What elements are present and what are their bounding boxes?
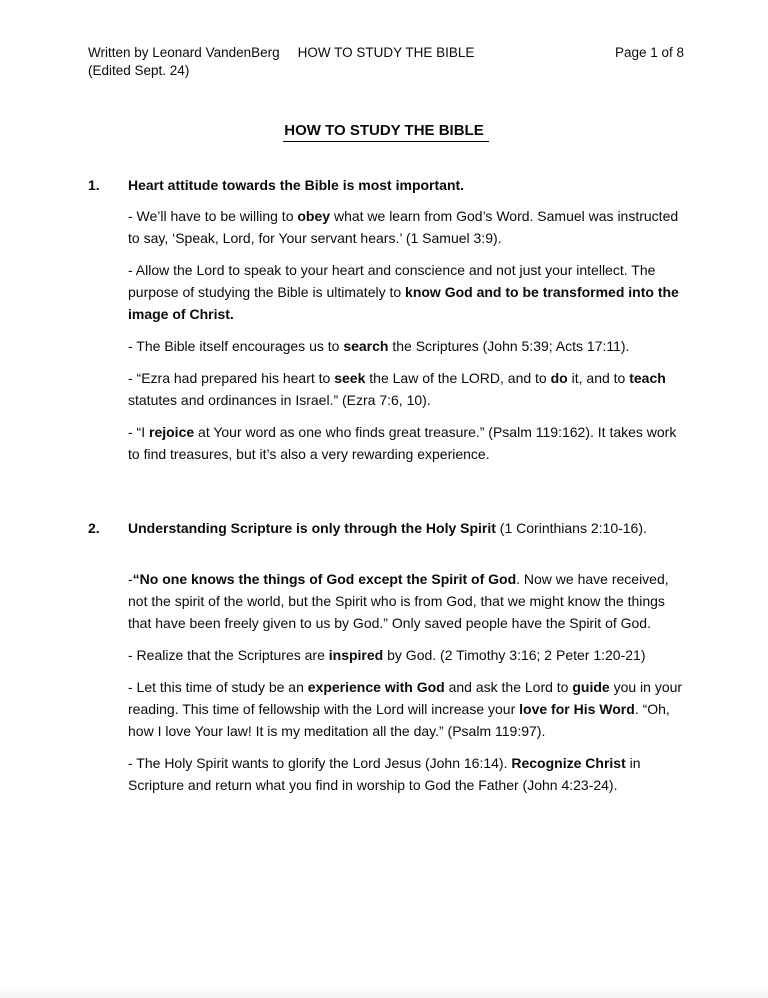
text-run: at Your word as one who finds great treasure.” (Psalm 119:162). It takes work to find treasures, but it’s also a very rewarding experience. xyxy=(128,424,677,462)
section-heading xyxy=(128,174,684,196)
text-run: - The Holy Spirit wants to glorify the Lord Jesus (John 16:14). xyxy=(128,755,512,771)
page-bottom-edge xyxy=(0,988,768,998)
paragraph xyxy=(128,367,684,411)
header-author-block xyxy=(88,44,298,80)
text-run: in Scripture and return what you find in worship to God the Father (John 4:23-24). xyxy=(128,755,641,793)
text-run: what we learn from God’s Word. Samuel was instructed to say, ‘Speak, Lord, for Your servant hears.’ (1 Samuel 3:9). xyxy=(128,208,679,246)
bold-text-run: experience with God xyxy=(307,679,445,695)
header-page-number: Page 1 of 8 xyxy=(614,45,684,60)
text-run: you in your reading. This time of fellowship with the Lord will increase your xyxy=(128,679,683,717)
paragraph xyxy=(128,676,684,742)
section-content xyxy=(128,517,684,796)
document-title xyxy=(88,121,684,142)
bold-text-run: love for His Word xyxy=(519,701,635,717)
bold-text-run: Heart attitude towards the Bible is most important. xyxy=(128,177,465,193)
paragraph xyxy=(128,421,684,465)
paragraph xyxy=(128,335,684,357)
section-number: 1. xyxy=(88,177,100,193)
bold-text-run: Recognize Christ xyxy=(511,755,626,771)
text-run: - Let this time of study be an xyxy=(128,679,308,695)
text-run: by God. (2 Timothy 3:16; 2 Peter 1:20-21) xyxy=(383,647,646,663)
section-1 xyxy=(88,174,684,465)
text-run: the Law of the LORD, and to xyxy=(365,370,551,386)
section-2 xyxy=(88,517,684,796)
section-content xyxy=(128,174,684,465)
text-run: and ask the Lord to xyxy=(444,679,573,695)
bold-text-run: rejoice xyxy=(149,424,195,440)
text-run: - xyxy=(128,571,133,587)
paragraph xyxy=(128,644,684,666)
section-number: 2. xyxy=(88,520,100,536)
text-run: statutes and ordinances in Israel.” (Ezra 7:6, 10). xyxy=(128,392,431,408)
text-run: the Scriptures (John 5:39; Acts 17:11). xyxy=(388,338,630,354)
document-title-text: HOW TO STUDY THE BIBLE xyxy=(283,121,488,142)
header-author-line: Written by Leonard VandenBerg xyxy=(88,45,280,60)
paragraph xyxy=(128,205,684,249)
text-run: - We’ll have to be willing to xyxy=(128,208,298,224)
text-run: . Now we have received, not the spirit of the world, but the Spirit who is from God, that we might know the things that have been freely given to us by God.” Only saved people have the Spirit of God. xyxy=(128,571,669,631)
bold-text-run: “No one knows the things of God except the Spirit of God xyxy=(132,571,517,587)
bold-text-run: Understanding Scripture is only through the Holy Spirit xyxy=(128,520,496,536)
text-run: - Realize that the Scriptures are xyxy=(128,647,329,663)
page-header xyxy=(88,44,684,80)
paragraph xyxy=(128,259,684,325)
section-heading xyxy=(128,517,684,539)
bold-text-run: do xyxy=(550,370,568,386)
bold-text-run: guide xyxy=(572,679,610,695)
header-running-title: HOW TO STUDY THE BIBLE xyxy=(297,45,475,60)
text-run: - The Bible itself encourages us to xyxy=(128,338,344,354)
header-edited-line: (Edited Sept. 24) xyxy=(88,63,190,78)
sections-container xyxy=(88,174,684,796)
text-run: - Allow the Lord to speak to your heart and conscience and not just your intellect. The purpose of studying the Bible is ultimately to xyxy=(128,262,656,300)
bold-text-run: obey xyxy=(297,208,331,224)
paragraph xyxy=(128,568,684,634)
bold-text-run: teach xyxy=(629,370,666,386)
paragraph xyxy=(128,752,684,796)
bold-text-run: search xyxy=(343,338,389,354)
text-run: . “Oh, how I love Your law! It is my meditation all the day.” (Psalm 119:97). xyxy=(128,701,670,739)
bold-text-run: seek xyxy=(334,370,366,386)
bold-text-run: inspired xyxy=(328,647,384,663)
text-run: (1 Corinthians 2:10-16). xyxy=(495,520,647,536)
text-run: - “I xyxy=(128,424,149,440)
text-run: - “Ezra had prepared his heart to xyxy=(128,370,335,386)
bold-text-run: know God and to be transformed into the image of Christ. xyxy=(128,284,679,322)
text-run: it, and to xyxy=(567,370,630,386)
